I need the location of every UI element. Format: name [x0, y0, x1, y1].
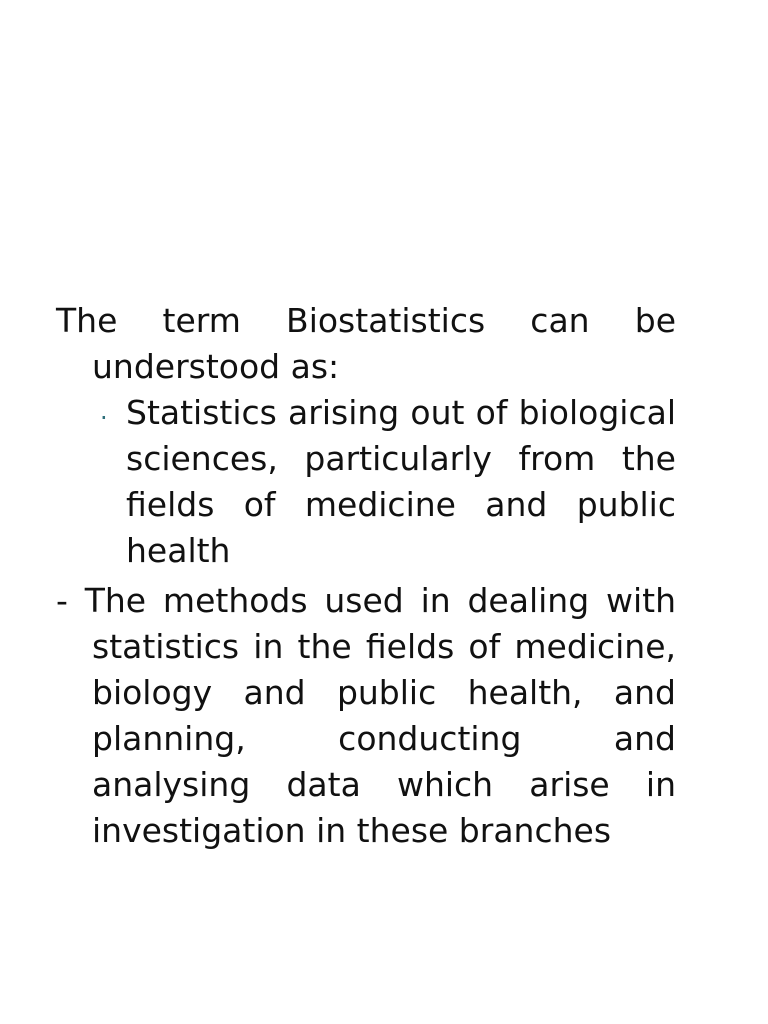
slide-content [56, 298, 676, 854]
intro-paragraph: The term Biostatistics can be understood as: [56, 301, 676, 386]
bullet-dot-icon: . [100, 397, 108, 425]
bullet-text: Statistics arising out of biological sciences, particularly from the fields of medicine and public health [126, 393, 676, 570]
bullet-item [100, 390, 676, 574]
definition-paragraph: - The methods used in dealing with statistics in the fields of medicine, biology and public health, and planning, conducting and analysing data which arise in investigation in these branches [56, 581, 676, 850]
